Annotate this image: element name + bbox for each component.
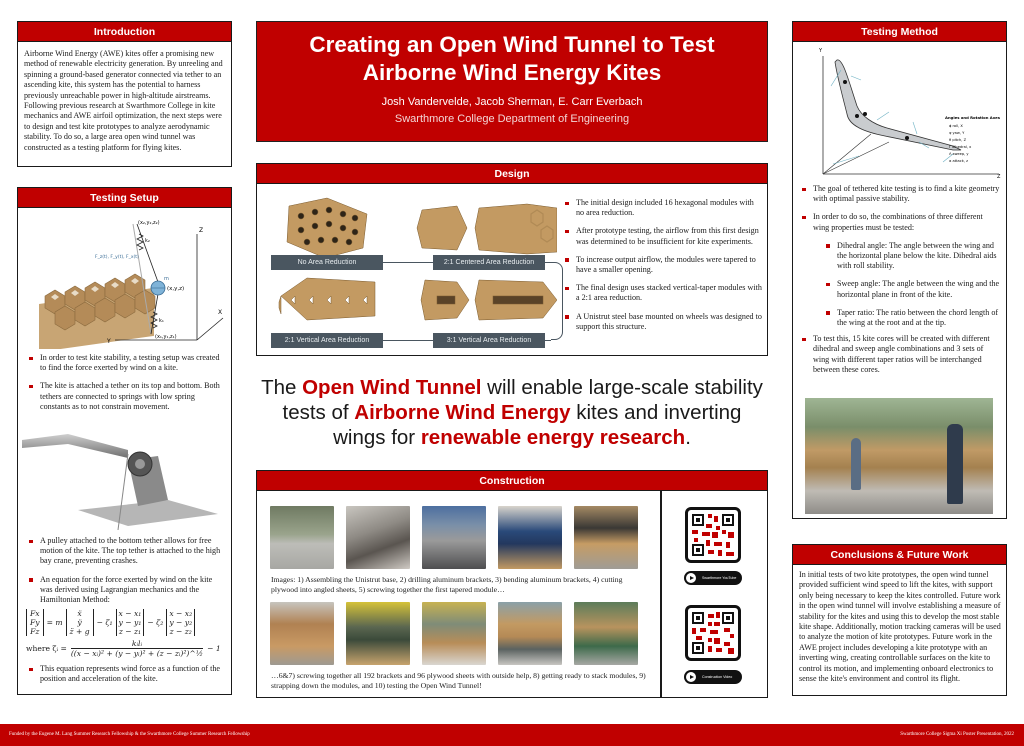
label-bottom-anchor: (x₁,y₁,z₁) [154,334,177,340]
legend-item: ϕ roll, X [949,124,963,128]
wing-property-list [813,241,1000,328]
conclusions-heading: Conclusions & Future Work [793,545,1006,565]
photo-testing-tunnel [574,602,638,665]
play-icon [686,573,696,583]
title-banner [256,21,768,142]
play-icon [686,672,696,682]
setup-bullet: The kite is attached a tether on its top and bottom. Both tethers are connected to springs with low spring constants as to not constrain movement. [26,381,225,412]
label-vertical-2to1: 2:1 Vertical Area Reduction [271,333,383,348]
label-spring-bottom: k₁ [158,318,164,324]
legend-item: Γ dihedral, x [949,145,972,149]
label-spring-top: k₂ [144,238,150,244]
construction-heading: Construction [257,471,767,491]
photo-strapping-modules [498,602,562,665]
design-bullets [562,198,762,332]
axis-x-label: X [217,309,222,316]
photo-brackets-sheets [270,602,334,665]
construction-caption-2: …6&7) screwing together all 192 brackets and 96 plywood sheets with outside help, 8) getting ready to stack modules, 9) strapping down the modules, and 10) testing the Open Wind Tunnel! [271,671,646,690]
design-bullet: The initial design included 16 hexagonal modules with no area reduction. [562,198,762,218]
label-centered-reduction: 2:1 Centered Area Reduction [433,255,545,270]
setup-bullet: A pulley attached to the bottom tether allows for free motion of the kite. The top tether is attached to the high bay crane, preventing crashes. [26,536,225,567]
highlight-open-wind-tunnel: Open Wind Tunnel [302,376,482,399]
swarthmore-youtube-button[interactable]: Swarthmore YouTube [684,571,742,585]
connector-line [545,340,551,341]
design-module-images [257,186,557,356]
label-forces: F_z(t), F_y(t), F_x(t) [94,255,139,260]
photo-ready-to-stack [422,602,486,665]
setup-bullets-bottom [26,536,225,605]
label-no-area-reduction: No Area Reduction [271,255,383,270]
pulley-image [18,420,231,530]
centered-reduction-image [417,204,557,254]
svg-text:Z: Z [997,174,1001,180]
presentation-credit: Swarthmore College Sigma Xi Poster Presentation, 2022 [900,732,1014,737]
introduction-heading: Introduction [18,22,231,42]
method-bullet: The goal of tethered kite testing is to find a kite geometry with optimal passive stability. [799,184,1000,204]
conclusions-text: In initial tests of two kite prototypes, the open wind tunnel provided sufficient wind speed to lift the kites, with support only being necessary to keep the kites controlled. Future work in the open wind tunnel will involve establishing a measure of stability for the kites and using this to develop the most stable kite shape. Additionally, motion tracking cameras will be used to analyze the motion of kite prototypes. Future work in the AWE project includes developing a kite prototype with an inverting wing, creating controllable surfaces on the kite to control its motion, and implementing onboard electronics to sense the kite's environment and control its flight. [799,570,1001,684]
setup-bullet: In order to test kite stability, a testing setup was created to find the force exerted by wind on a kite. [26,353,225,373]
testing-setup-panel [17,187,232,695]
photo-drilling-brackets [346,506,410,569]
photo-bending-brackets [422,506,486,569]
legend-title: Angles and Rotation Axes [945,115,1001,120]
footer-bar [0,724,1024,746]
design-bullet: The final design uses stacked vertical-taper modules with a 2:1 area reduction. [562,283,762,303]
design-bullet: After prototype testing, the airflow from this first design was determined to be insufficient for kite experiments. [562,226,762,246]
legend-item: α attack, z [949,159,968,163]
label-vertical-3to1: 3:1 Vertical Area Reduction [433,333,545,348]
kite-test-photo [805,398,993,514]
design-heading: Design [257,164,767,184]
construction-caption-1: Images: 1) Assembling the Unistrut base, 2) drilling aluminum brackets, 3) bending aluminum brackets, 4) cutting plywood into angled sheets, 5) screwing together the first tapered module… [271,575,623,594]
connector-line [383,340,433,341]
testing-method-heading: Testing Method [793,22,1006,42]
photo-cutting-plywood [498,506,562,569]
setup-bullets-top [26,353,225,412]
design-panel [256,163,768,356]
legend-item: Λ sweep, y [949,152,969,156]
hex-module-array-image [39,274,155,349]
axis-y-label: Y [106,338,111,345]
wing-property-item: Sweep angle: The angle between the wing and the horizontal plane in front of the kite. [823,279,1000,299]
introduction-text: Airborne Wind Energy (AWE) kites offer a promising new method of renewable electricity generation. By unreeling and spinning a ground-based generator connected via tether to an ascending kite, this system has the potential to harness previously unreachable power in high-altitude airstreams. Following previous research at Swarthmore College in kite mechanics and AWE airfoil optimization, the next steps were to design and test kite prototypes to analyze aerodynamic stability. To do so, a large area open wind tunnel was constructed as a testing platform for flying kites. [24,49,223,152]
poster-title: Creating an Open Wind Tunnel to Test Airborne Wind Energy Kites [309,32,715,85]
conclusions-panel [792,544,1007,696]
person-figure [851,438,861,490]
wing-property-item: Taper ratio: The ratio between the chord length of the wing at the root and at the tip. [823,308,1000,328]
force-equation: Fx Fy Fz = m ẍ ÿ z̈ + g − ζ₁ x − x₁ y − y₁ z − z₁ − ζ₂ x − x₂ y − y₂ z − z₂ where ζᵢ = kᵢlᵢ ((x − xᵢ)² + (y − yᵢ)² + (z − zᵢ)²)^½ − 1 [26,609,221,659]
vertical-3to1-image [421,280,557,320]
person-figure [947,424,963,504]
qr-code-youtube[interactable] [685,507,741,563]
setup-bullet: An equation for the force exerted by wind on the kite was derived using Lagrangian mechanics and the Hamiltonian Method: [26,575,225,606]
department: Swarthmore College Department of Engineering [394,113,630,125]
tether-setup-diagram [25,214,225,349]
legend-item: θ pitch, Z [949,138,967,142]
svg-text:Y: Y [819,48,823,54]
connector-line [383,262,433,263]
kite-axes-diagram [793,42,1005,180]
photo-unistrut-base [270,506,334,569]
introduction-panel [17,21,232,167]
label-mass: m [163,276,169,282]
key-statement: The Open Wind Tunnel will enable large-scale stability tests of Airborne Wind Energy kites and inverting wings for renewable energy research. [261,376,763,449]
no-area-reduction-image [287,198,367,258]
funding-credit: Funded by the Eugene M. Lang Summer Research Fellowship & the Swarthmore College Summer Research Fellowship [9,732,250,737]
photo-first-module [574,506,638,569]
testing-method-panel [792,21,1007,519]
authors: Josh Vandervelde, Jacob Sherman, E. Carr Everbach [381,96,643,108]
testing-setup-heading: Testing Setup [18,188,231,208]
method-bullets [799,184,1000,375]
construction-panel [256,470,768,698]
method-bullet: In order to do so, the combinations of three different wing properties must be tested: Dihedral angle: The angle between the wing and the horizontal plane below the kite. Dihedral aids with roll stability. Sweep angle: The angle between the wing and the horizontal plane in front of the kite. Taper ratio: The ratio between the chord length of the wing at the root and at the tip. [799,212,1000,328]
highlight-renewable: renewable energy research [420,426,686,449]
construction-video-button[interactable]: Construction Video [684,670,742,684]
qr-code-construction-video[interactable] [685,605,741,661]
setup-bullet: This equation represents wind force as a function of the position and acceleration of the kite. [26,664,225,684]
vertical-2to1-image [279,278,375,320]
label-mass-position: (x,y,z) [166,286,184,292]
design-bullet: A Unistrut steel base mounted on wheels was designed to support this structure. [562,312,762,332]
photo-team-help [346,602,410,665]
design-bullet: To increase output airflow, the modules were tapered to have a smaller opening. [562,255,762,275]
axis-z-label: Z [198,227,203,234]
highlight-awe: Airborne Wind Energy [354,401,571,424]
construction-divider [660,491,662,697]
wing-property-item: Dihedral angle: The angle between the wing and the horizontal plane below the kite. Dihedral aids with roll stability. [823,241,1000,272]
legend-item: ψ yaw, Y [949,131,965,135]
method-bullet: To test this, 15 kite cores will be created with different dihedral and sweep angle combinations and 3 sets of wing with different taper ratios will be interchanged between these cores. [799,334,1000,375]
label-top-anchor: (x₂,y₂,z₂) [137,220,160,226]
